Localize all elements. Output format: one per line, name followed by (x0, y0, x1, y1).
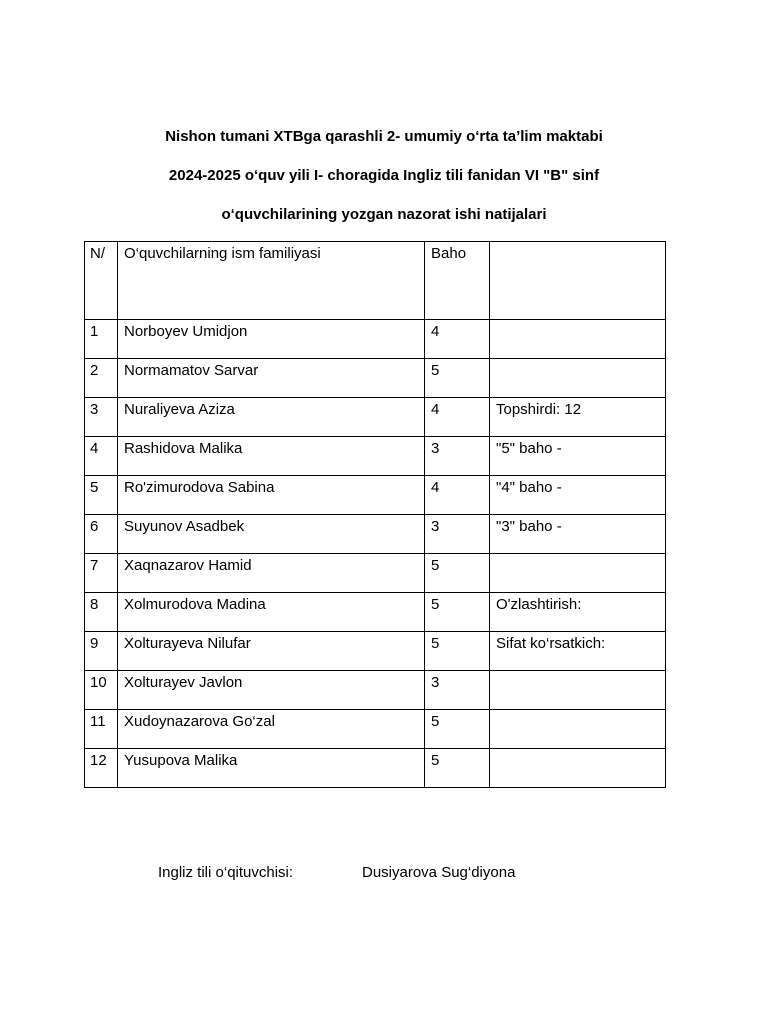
table-row (85, 749, 666, 788)
note-cell (490, 359, 666, 398)
column-header-notes (490, 242, 666, 320)
note-cell (490, 671, 666, 710)
student-name-cell: Xudoynazarova Go‘zal (118, 710, 425, 749)
table-row (85, 593, 666, 632)
column-header-number: N/ (85, 242, 118, 320)
grade-cell: 5 (425, 359, 490, 398)
table-row (85, 398, 666, 437)
column-header-grade: Baho (425, 242, 490, 320)
note-cell: O'zlashtirish: (490, 593, 666, 632)
note-cell: "5" baho - (490, 437, 666, 476)
student-name-cell: Nuraliyeva Aziza (118, 398, 425, 437)
row-number-cell: 12 (85, 749, 118, 788)
student-name-cell: Rashidova Malika (118, 437, 425, 476)
grade-cell: 5 (425, 593, 490, 632)
student-name-cell: Ro'zimurodova Sabina (118, 476, 425, 515)
row-number-cell: 7 (85, 554, 118, 593)
note-cell: "4" baho - (490, 476, 666, 515)
row-number-cell: 11 (85, 710, 118, 749)
student-name-cell: Norboyev Umidjon (118, 320, 425, 359)
table-row (85, 476, 666, 515)
row-number-cell: 8 (85, 593, 118, 632)
column-header-name: O‘quvchilarning ism familiyasi (118, 242, 425, 320)
row-number-cell: 2 (85, 359, 118, 398)
table-row (85, 671, 666, 710)
note-cell (490, 749, 666, 788)
row-number-cell: 3 (85, 398, 118, 437)
teacher-name: Dusiyarova Sug‘diyona (362, 864, 516, 881)
table-row (85, 437, 666, 476)
document-title-line-2: 2024-2025 o‘quv yili I- choragida Ingliz tili fanidan VI "B" sinf (168, 167, 600, 184)
results-table (84, 241, 666, 788)
student-name-cell: Normamatov Sarvar (118, 359, 425, 398)
row-number-cell: 10 (85, 671, 118, 710)
grade-cell: 5 (425, 554, 490, 593)
note-cell: Topshirdi: 12 (490, 398, 666, 437)
table-row (85, 359, 666, 398)
row-number-cell: 5 (85, 476, 118, 515)
table-row (85, 632, 666, 671)
student-name-cell: Yusupova Malika (118, 749, 425, 788)
teacher-label: Ingliz tili o‘qituvchisi: (158, 864, 294, 881)
grade-cell: 3 (425, 437, 490, 476)
table-row (85, 515, 666, 554)
note-cell (490, 320, 666, 359)
grade-cell: 5 (425, 710, 490, 749)
grade-cell: 3 (425, 515, 490, 554)
student-name-cell: Xolturayeva Nilufar (118, 632, 425, 671)
grade-cell: 4 (425, 398, 490, 437)
table-header-row (85, 242, 666, 320)
grade-cell: 4 (425, 476, 490, 515)
table-row (85, 320, 666, 359)
document-title-line-3: o‘quvchilarining yozgan nazorat ishi natijalari (221, 206, 547, 223)
grade-cell: 4 (425, 320, 490, 359)
row-number-cell: 1 (85, 320, 118, 359)
note-cell: Sifat ko‘rsatkich: (490, 632, 666, 671)
table-row (85, 554, 666, 593)
grade-cell: 3 (425, 671, 490, 710)
table-row (85, 710, 666, 749)
student-name-cell: Xolmurodova Madina (118, 593, 425, 632)
note-cell (490, 710, 666, 749)
document-title-line-1: Nishon tumani XTBga qarashli 2- umumiy o‘rta ta’lim maktabi (165, 128, 603, 145)
student-name-cell: Suyunov Asadbek (118, 515, 425, 554)
student-name-cell: Xolturayev Javlon (118, 671, 425, 710)
grade-cell: 5 (425, 749, 490, 788)
grade-cell: 5 (425, 632, 490, 671)
row-number-cell: 6 (85, 515, 118, 554)
student-name-cell: Xaqnazarov Hamid (118, 554, 425, 593)
note-cell: "3" baho - (490, 515, 666, 554)
row-number-cell: 9 (85, 632, 118, 671)
note-cell (490, 554, 666, 593)
row-number-cell: 4 (85, 437, 118, 476)
